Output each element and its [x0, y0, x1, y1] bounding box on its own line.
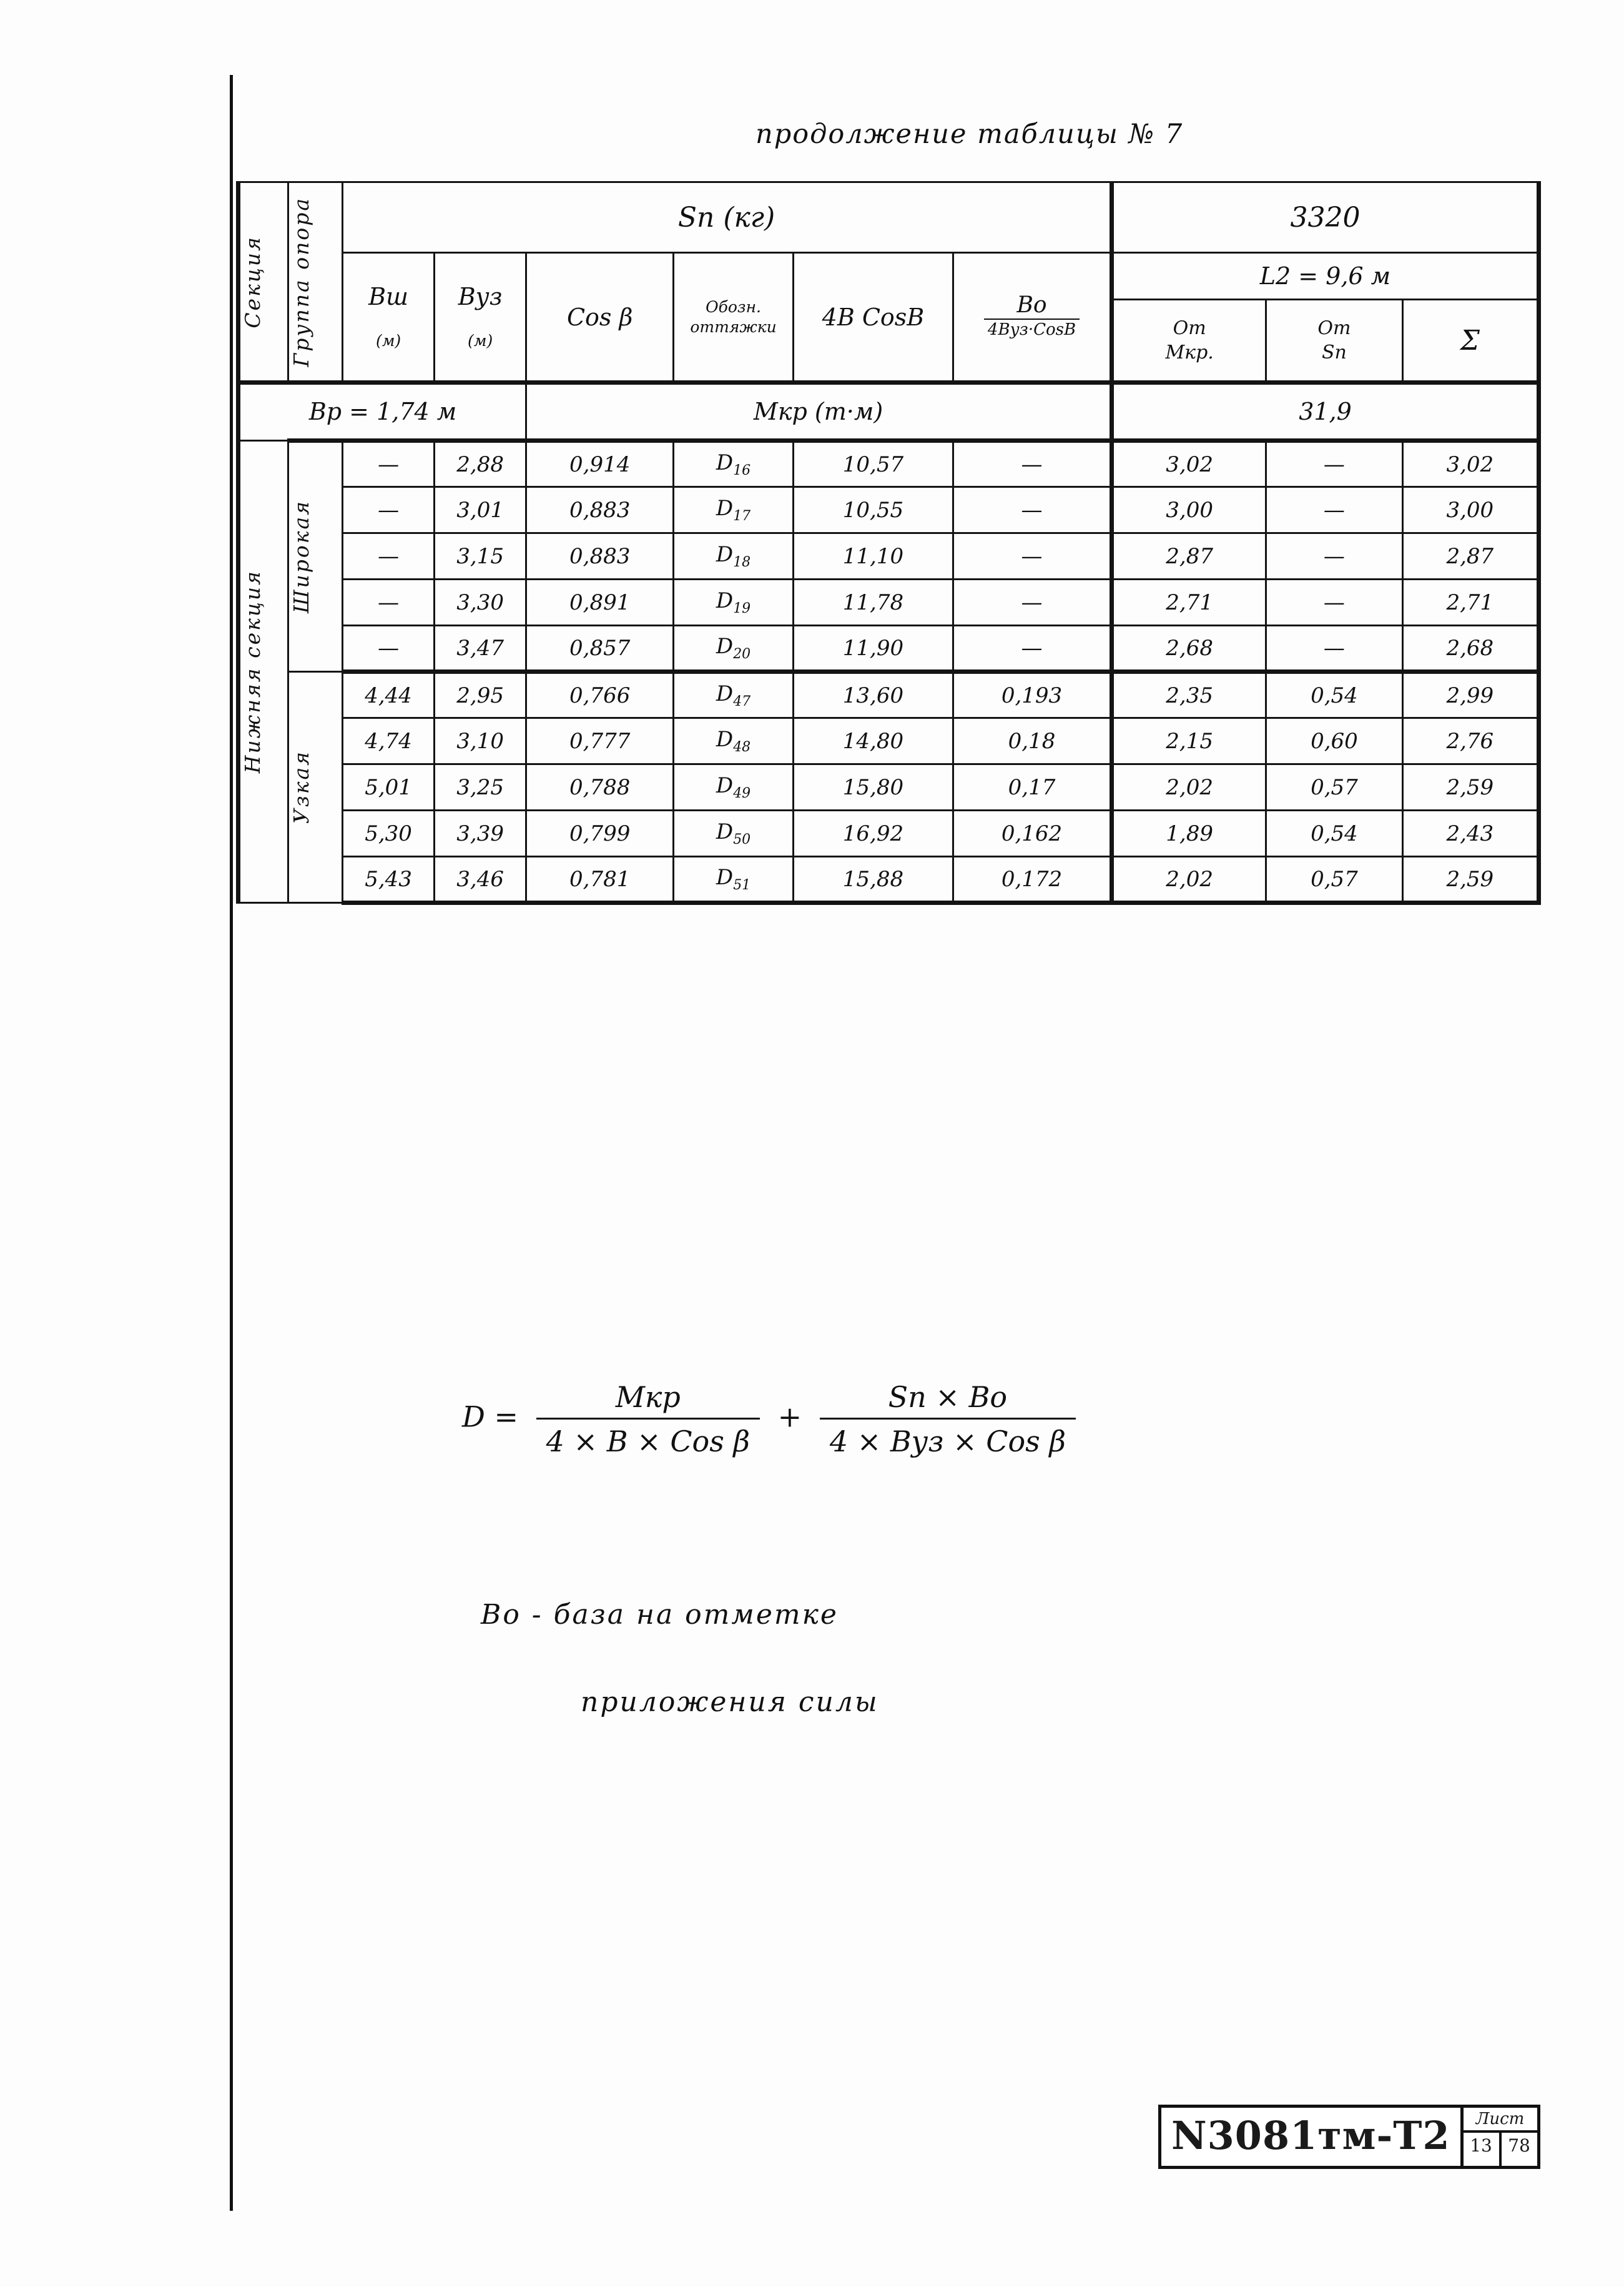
cell-bsh: — [343, 533, 435, 580]
cell-sum: 2,76 [1402, 718, 1538, 764]
cell-ot-mkr: 2,02 [1111, 857, 1266, 903]
stamp-sheet-numbers [1464, 2133, 1537, 2166]
header-sn-value: 3320 [1111, 182, 1538, 253]
cell-ot-mkr: 2,35 [1111, 672, 1266, 718]
header-bsh: Вш (м) [343, 253, 435, 383]
header-ot-sn: От Sn [1266, 300, 1402, 383]
header-ottyazhka: Обозн. оттяжки [674, 253, 794, 383]
table-row [239, 626, 1539, 672]
cell-ottyazhka: $D_{19}$ [674, 580, 794, 626]
cell-sum: 2,59 [1402, 857, 1538, 903]
stamp-code: N3081тм-Т2 [1161, 2108, 1464, 2166]
cell-ottyazhka: $D_{50}$ [674, 811, 794, 857]
cell-b0: — [953, 533, 1112, 580]
cell-b0: — [953, 487, 1112, 533]
cell-b0: 0,172 [953, 857, 1112, 903]
cell-buz: 3,30 [435, 580, 526, 626]
cell-ottyazhka: $D_{17}$ [674, 487, 794, 533]
header-sn: Sn (кг) [343, 182, 1112, 253]
cell-buz: 3,25 [435, 764, 526, 811]
cell-ottyazhka: $D_{18}$ [674, 533, 794, 580]
cell-sum: 2,59 [1402, 764, 1538, 811]
cell-4bcos: 14,80 [793, 718, 953, 764]
cell-cosb: 0,781 [526, 857, 674, 903]
cell-ottyazhka: $D_{48}$ [674, 718, 794, 764]
subheader-bp: Вp = 1,74 м [239, 383, 526, 441]
cell-ot-mkr: 3,02 [1111, 441, 1266, 487]
cell-bsh: 4,44 [343, 672, 435, 718]
data-table-container [236, 181, 1541, 905]
cell-group-wide: Широкая [288, 441, 343, 672]
cell-b0: 0,193 [953, 672, 1112, 718]
cell-cosb: 0,914 [526, 441, 674, 487]
stamp-sheet-block [1464, 2108, 1537, 2166]
cell-sum: 3,00 [1402, 487, 1538, 533]
cell-b0: — [953, 580, 1112, 626]
cell-ot-sn: 0,54 [1266, 811, 1402, 857]
cell-b0: 0,17 [953, 764, 1112, 811]
cell-bsh: 5,43 [343, 857, 435, 903]
cell-bsh: — [343, 441, 435, 487]
formula-note-line-2: приложения силы [581, 1686, 879, 1718]
formula-plus: + [777, 1400, 802, 1434]
cell-sum: 3,02 [1402, 441, 1538, 487]
cell-ottyazhka: $D_{47}$ [674, 672, 794, 718]
cell-bsh: — [343, 487, 435, 533]
table-row [239, 857, 1539, 903]
header-section: Секция [239, 182, 288, 383]
cell-ottyazhka: $D_{51}$ [674, 857, 794, 903]
cell-b0: — [953, 441, 1112, 487]
cell-ot-mkr: 3,00 [1111, 487, 1266, 533]
cell-buz: 3,46 [435, 857, 526, 903]
cell-buz: 3,01 [435, 487, 526, 533]
cell-ot-sn: 0,57 [1266, 764, 1402, 811]
cell-ot-sn: — [1266, 487, 1402, 533]
table-row [239, 672, 1539, 718]
cell-section-name: Нижняя секция [239, 441, 288, 903]
continuation-title: продолжение таблицы № 7 [755, 119, 1184, 150]
cell-4bcos: 10,57 [793, 441, 953, 487]
cell-sum: 2,87 [1402, 533, 1538, 580]
cell-ot-sn: — [1266, 441, 1402, 487]
drawing-stamp [1158, 2105, 1540, 2169]
cell-b0: 0,18 [953, 718, 1112, 764]
data-table [236, 181, 1541, 905]
cell-ottyazhka: $D_{16}$ [674, 441, 794, 487]
cell-group-narrow: Узкая [288, 672, 343, 903]
cell-cosb: 0,788 [526, 764, 674, 811]
cell-cosb: 0,799 [526, 811, 674, 857]
cell-sum: 2,43 [1402, 811, 1538, 857]
cell-buz: 3,39 [435, 811, 526, 857]
cell-4bcos: 10,55 [793, 487, 953, 533]
cell-buz: 3,10 [435, 718, 526, 764]
formula-note-line-1: Вo - база на отметке [481, 1599, 839, 1631]
formula-lhs: D = [462, 1400, 519, 1434]
cell-bsh: 4,74 [343, 718, 435, 764]
cell-4bcos: 11,78 [793, 580, 953, 626]
subheader-mkr: Мкр (т·м) [526, 383, 1112, 441]
cell-sum: 2,99 [1402, 672, 1538, 718]
cell-4bcos: 15,88 [793, 857, 953, 903]
table-row [239, 718, 1539, 764]
header-4bcos: 4В CosВ [793, 253, 953, 383]
cell-4bcos: 13,60 [793, 672, 953, 718]
cell-buz: 2,88 [435, 441, 526, 487]
table-row [239, 580, 1539, 626]
cell-ot-mkr: 2,68 [1111, 626, 1266, 672]
cell-4bcos: 15,80 [793, 764, 953, 811]
cell-ot-mkr: 2,87 [1111, 533, 1266, 580]
formula-term-1: Мкр 4 × В × Cos β [536, 1380, 760, 1458]
subheader-mkr-value: 31,9 [1111, 383, 1538, 441]
stamp-sheet-label: Лист [1464, 2108, 1537, 2133]
cell-cosb: 0,883 [526, 487, 674, 533]
cell-ot-sn: 0,57 [1266, 857, 1402, 903]
table-row [239, 487, 1539, 533]
cell-cosb: 0,766 [526, 672, 674, 718]
table-row [239, 811, 1539, 857]
header-cosb: Cos β [526, 253, 674, 383]
cell-cosb: 0,777 [526, 718, 674, 764]
cell-ot-sn: — [1266, 533, 1402, 580]
cell-cosb: 0,891 [526, 580, 674, 626]
cell-b0: 0,162 [953, 811, 1112, 857]
cell-ot-mkr: 1,89 [1111, 811, 1266, 857]
cell-ottyazhka: $D_{49}$ [674, 764, 794, 811]
header-buz: Вуз (м) [435, 253, 526, 383]
cell-sum: 2,68 [1402, 626, 1538, 672]
cell-ot-sn: — [1266, 580, 1402, 626]
cell-b0: — [953, 626, 1112, 672]
header-b0: $\frac{Вo}{\text{4Вуз·CosВ}}$ [953, 253, 1112, 383]
formula-term-2: Sn × Вo 4 × Вуз × Cos β [820, 1380, 1076, 1458]
header-sum: Σ [1402, 300, 1538, 383]
stamp-sheet-total: 78 [1508, 2135, 1530, 2156]
table-row [239, 441, 1539, 487]
cell-ottyazhka: $D_{20}$ [674, 626, 794, 672]
cell-bsh: 5,30 [343, 811, 435, 857]
cell-ot-sn: — [1266, 626, 1402, 672]
cell-ot-sn: 0,54 [1266, 672, 1402, 718]
cell-4bcos: 16,92 [793, 811, 953, 857]
cell-ot-mkr: 2,15 [1111, 718, 1266, 764]
header-l2: L2 = 9,6 м [1111, 253, 1538, 300]
cell-bsh: — [343, 580, 435, 626]
cell-ot-mkr: 2,02 [1111, 764, 1266, 811]
cell-bsh: 5,01 [343, 764, 435, 811]
cell-sum: 2,71 [1402, 580, 1538, 626]
cell-4bcos: 11,10 [793, 533, 953, 580]
cell-cosb: 0,857 [526, 626, 674, 672]
header-group: Группа опора [288, 182, 343, 383]
cell-cosb: 0,883 [526, 533, 674, 580]
cell-ot-sn: 0,60 [1266, 718, 1402, 764]
cell-buz: 2,95 [435, 672, 526, 718]
cell-4bcos: 11,90 [793, 626, 953, 672]
table-row [239, 764, 1539, 811]
header-ot-mkr: От Мкр. [1111, 300, 1266, 383]
formula-block [462, 1380, 1085, 1458]
cell-bsh: — [343, 626, 435, 672]
table-row [239, 533, 1539, 580]
cell-ot-mkr: 2,71 [1111, 580, 1266, 626]
stamp-sheet-number: 13 [1464, 2133, 1502, 2166]
cell-buz: 3,47 [435, 626, 526, 672]
page-left-border [230, 75, 233, 2211]
cell-buz: 3,15 [435, 533, 526, 580]
